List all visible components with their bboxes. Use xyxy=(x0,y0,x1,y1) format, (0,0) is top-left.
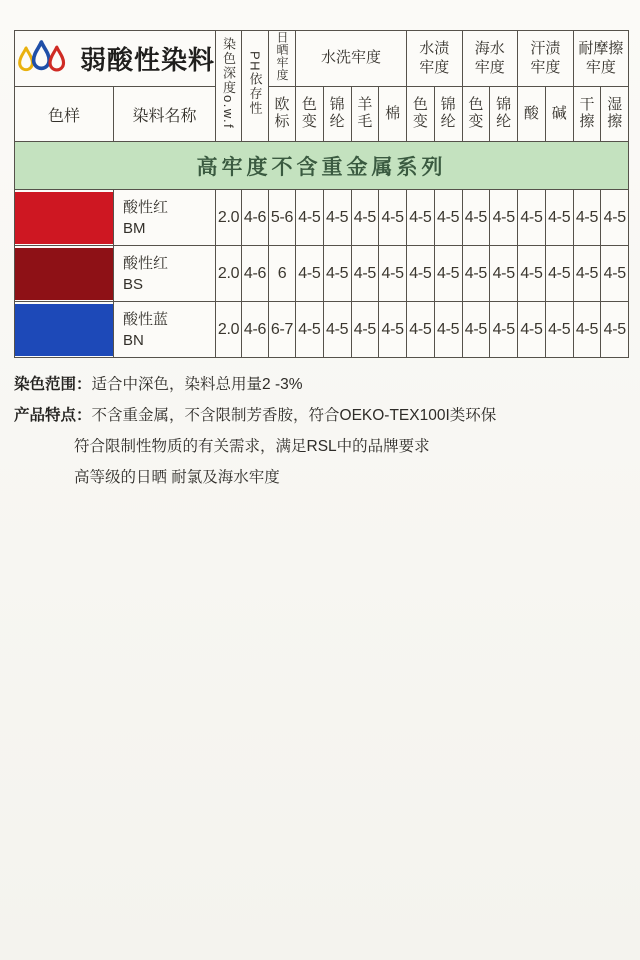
cell-value: 4-5 xyxy=(518,302,546,358)
dyeing-range-label: 染色范围： xyxy=(14,376,92,393)
dye-fastness-table xyxy=(14,30,629,358)
color-swatch xyxy=(15,304,113,356)
header-rubbing-fastness: 耐摩擦牢度 xyxy=(573,31,629,87)
header-seawater-fastness: 海水牢度 xyxy=(462,31,518,87)
header-dye-name: 染料名称 xyxy=(114,87,216,142)
cell-value: 4-5 xyxy=(601,302,629,358)
cell-value: 4-5 xyxy=(545,302,573,358)
cell-value: 4-5 xyxy=(434,302,462,358)
cell-value: 4-5 xyxy=(296,246,324,302)
header-wash-fastness: 水洗牢度 xyxy=(296,31,407,87)
header-water-fastness: 水渍牢度 xyxy=(407,31,463,87)
header-row-subcolumns xyxy=(15,87,629,142)
header-dye-depth: 染色深度o.w.f xyxy=(216,31,242,142)
product-features-label: 产品特点： xyxy=(14,406,92,424)
subheader-wash-cotton: 棉 xyxy=(379,87,407,142)
cell-value: 4-6 xyxy=(242,246,269,302)
cell-value: 4-5 xyxy=(462,246,490,302)
dye-name: 酸性红 xyxy=(123,254,169,272)
cell-value: 4-5 xyxy=(434,246,462,302)
cell-value: 4-5 xyxy=(601,190,629,246)
subheader-water-shade-change: 色变 xyxy=(407,87,435,142)
cell-value: 4-5 xyxy=(379,246,407,302)
subheader-rub-dry: 干擦 xyxy=(573,87,601,142)
header-row-groups xyxy=(15,31,629,87)
drop-red xyxy=(50,47,63,70)
dye-name: 酸性红 xyxy=(123,198,169,216)
cell-value: 4-5 xyxy=(490,246,518,302)
cell-value: 4-6 xyxy=(242,302,269,358)
notes-section xyxy=(14,374,620,498)
color-sample-cell xyxy=(15,302,114,358)
dye-code: BS xyxy=(123,275,144,293)
dyeing-range-text: 适合中深色，染料总用量2 -3% xyxy=(91,376,303,393)
cell-value: 4-5 xyxy=(323,302,351,358)
color-sample-cell xyxy=(15,246,114,302)
cell-value: 2.0 xyxy=(216,246,242,302)
cell-value: 4-5 xyxy=(351,302,379,358)
drop-yellow xyxy=(20,47,33,69)
product-features-line xyxy=(14,405,620,427)
cell-value: 4-5 xyxy=(351,190,379,246)
brand-drops-icon xyxy=(15,36,72,82)
cell-value: 4-5 xyxy=(323,190,351,246)
cell-value: 4-5 xyxy=(545,190,573,246)
cell-value: 4-5 xyxy=(434,190,462,246)
subheader-sweat-acid: 酸 xyxy=(518,87,546,142)
table-row xyxy=(15,302,629,358)
cell-value: 4-5 xyxy=(407,246,435,302)
cell-value: 4-5 xyxy=(573,246,601,302)
dyeing-range-line xyxy=(14,374,620,396)
dye-name-cell xyxy=(114,302,216,358)
dye-name-cell xyxy=(114,246,216,302)
subheader-sea-shade-change: 色变 xyxy=(462,87,490,142)
cell-value: 4-5 xyxy=(462,302,490,358)
cell-value: 2.0 xyxy=(216,190,242,246)
cell-value: 4-5 xyxy=(323,246,351,302)
subheader-sea-nylon: 锦纶 xyxy=(490,87,518,142)
table-row xyxy=(15,246,629,302)
color-sample-cell xyxy=(15,190,114,246)
subheader-eu-standard: 欧标 xyxy=(269,87,296,142)
drop-blue xyxy=(34,42,50,68)
cell-value: 4-5 xyxy=(601,246,629,302)
subheader-water-nylon: 锦纶 xyxy=(434,87,462,142)
cell-value: 4-5 xyxy=(296,302,324,358)
series-banner: 高牢度不含重金属系列 xyxy=(15,142,629,190)
brand-cell xyxy=(15,31,216,87)
header-ph-dependency: PH依存性 xyxy=(242,31,269,142)
cell-value: 4-5 xyxy=(490,302,518,358)
subheader-wash-shade-change: 色变 xyxy=(296,87,324,142)
cell-value: 4-5 xyxy=(407,190,435,246)
cell-value: 4-6 xyxy=(242,190,269,246)
subheader-wash-nylon: 锦纶 xyxy=(323,87,351,142)
product-features-line2: 符合限制性物质的有关需求，满足RSL中的品牌要求 xyxy=(74,437,430,455)
dye-code: BM xyxy=(123,219,146,237)
cell-value: 4-5 xyxy=(296,190,324,246)
product-features-text: 不含重金属，不含限制芳香胺，符合OEKO-TEX100I类环保 xyxy=(91,406,497,424)
cell-value: 4-5 xyxy=(518,190,546,246)
subheader-sweat-alkali: 碱 xyxy=(545,87,573,142)
product-features-line3: 高等级的日晒 耐氯及海水牢度 xyxy=(74,468,280,486)
cell-value: 4-5 xyxy=(573,190,601,246)
cell-value: 2.0 xyxy=(216,302,242,358)
cell-value: 4-5 xyxy=(379,190,407,246)
brand-title: 弱酸性染料 xyxy=(80,45,216,75)
cell-value: 4-5 xyxy=(379,302,407,358)
header-color-sample: 色样 xyxy=(15,87,114,142)
dye-code: BN xyxy=(123,331,144,349)
color-swatch xyxy=(15,192,113,244)
cell-value: 4-5 xyxy=(490,190,518,246)
dye-name: 酸性蓝 xyxy=(123,310,169,328)
cell-value: 4-5 xyxy=(407,302,435,358)
header-light-fastness: 日晒牢度 xyxy=(269,31,296,87)
cell-value: 5-6 xyxy=(269,190,296,246)
header-perspiration-fastness: 汗渍牢度 xyxy=(518,31,574,87)
table-row xyxy=(15,190,629,246)
subheader-rub-wet: 湿擦 xyxy=(601,87,629,142)
series-banner-row xyxy=(15,142,629,190)
cell-value: 6 xyxy=(269,246,296,302)
subheader-wash-wool: 羊毛 xyxy=(351,87,379,142)
cell-value: 4-5 xyxy=(573,302,601,358)
cell-value: 6-7 xyxy=(269,302,296,358)
cell-value: 4-5 xyxy=(462,190,490,246)
cell-value: 4-5 xyxy=(351,246,379,302)
cell-value: 4-5 xyxy=(545,246,573,302)
color-swatch xyxy=(15,248,113,300)
dye-name-cell xyxy=(114,190,216,246)
cell-value: 4-5 xyxy=(518,246,546,302)
